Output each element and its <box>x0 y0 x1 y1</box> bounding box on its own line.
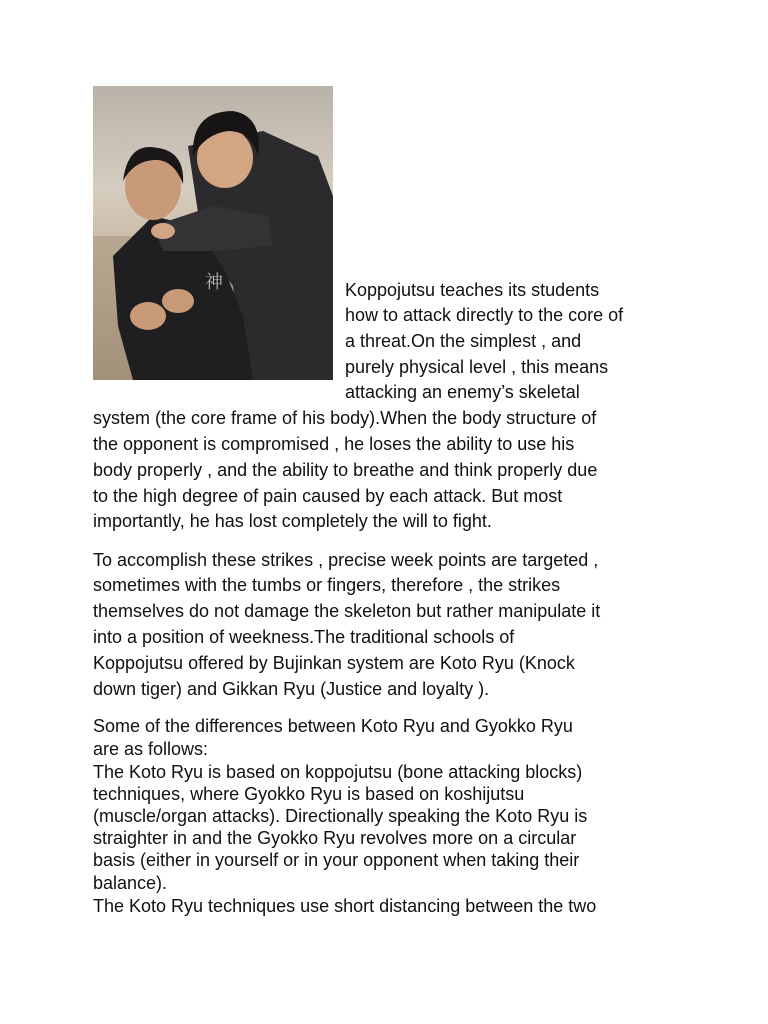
paragraph3-line-7: basis (either in yourself or in your opponent when taking their <box>93 850 580 870</box>
paragraph1-line-1: Koppojutsu teaches its students <box>345 280 600 300</box>
paragraph2-line-5: Koppojutsu offered by Bujinkan system are Koto Ryu (Knock <box>93 653 575 673</box>
paragraph2-line-6: down tiger) and Gikkan Ryu (Justice and loyalty ). <box>93 679 490 699</box>
paragraph1-line-9: to the high degree of pain caused by each attack. But most <box>93 486 563 506</box>
paragraph3-line-4: techniques, where Gyokko Ryu is based on koshijutsu <box>93 784 525 804</box>
paragraph3-line-2: are as follows: <box>93 739 209 759</box>
paragraph2-line-4: into a position of weekness.The traditional schools of <box>93 627 515 647</box>
paragraph1-line-10: importantly, he has lost completely the will to fight. <box>93 511 492 531</box>
paragraph3-line-3: The Koto Ryu is based on koppojutsu (bone attacking blocks) <box>93 762 583 782</box>
paragraph2-line-1: To accomplish these strikes , precise week points are targeted , <box>93 550 599 570</box>
paragraph3-line-1: Some of the differences between Koto Ryu and Gyokko Ryu <box>93 716 573 736</box>
paragraph3-line-9: The Koto Ryu techniques use short distancing between the two <box>93 896 597 916</box>
paragraph3-line-6: straighter in and the Gyokko Ryu revolves more on a circular <box>93 828 577 848</box>
paragraph1-line-3: a threat.On the simplest , and <box>345 331 582 351</box>
martial-arts-photo <box>93 86 333 380</box>
paragraph1-line-8: body properly , and the ability to breathe and think properly due <box>93 460 598 480</box>
paragraph1-line-5: attacking an enemy’s skeletal <box>345 382 580 402</box>
paragraph2-line-3: themselves do not damage the skeleton but rather manipulate it <box>93 601 601 621</box>
paragraph1-line-6: system (the core frame of his body).When the body structure of <box>93 408 597 428</box>
paragraph3-line-8: balance). <box>93 873 168 893</box>
paragraph1-line-2: how to attack directly to the core of <box>345 305 624 325</box>
kanji-emblem: 神 <box>205 272 223 293</box>
paragraph2-line-2: sometimes with the tumbs or fingers, therefore , the strikes <box>93 575 561 595</box>
photo-illustration <box>93 86 333 380</box>
paragraph1-line-7: the opponent is compromised , he loses the ability to use his <box>93 434 575 454</box>
paragraph1-line-4: purely physical level , this means <box>345 357 609 377</box>
paragraph3-line-5: (muscle/organ attacks). Directionally speaking the Koto Ryu is <box>93 806 588 826</box>
